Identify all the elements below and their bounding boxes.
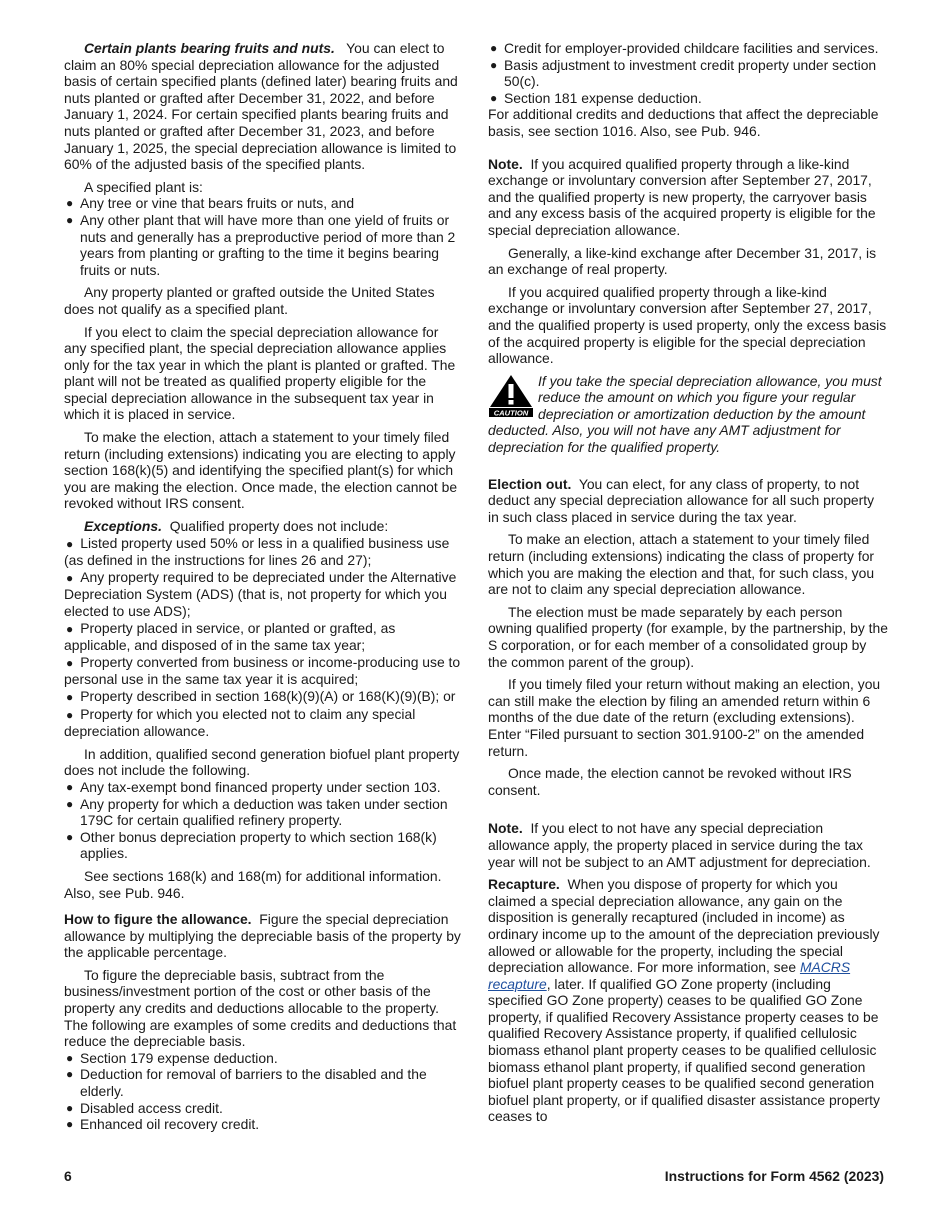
paragraph: To make the election, attach a statement to your timely filed return (including extensions) indicating you are electing to apply section 168(k)(5) and identifying the specified plant(s) for which you are making the election. Once made, the election cannot be revoked without IRS consent. <box>64 429 458 512</box>
paragraph-text: If you elect to not have any special depreciation allowance apply, the property placed in service during the tax year will not be subject to an AMT adjustment for depreciation. <box>488 820 871 870</box>
bullet-icon: ● <box>66 796 74 811</box>
paragraph-text: If you acquired qualified property through a like-kind exchange or involuntary conversion after September 27, 2017, and the qualified property is new property, the carryover basis and any excess basis of the acquired property is eligible for the special depreciation allowance. <box>488 155 876 238</box>
bullet-icon: ● <box>66 1117 74 1132</box>
paragraph <box>64 40 462 173</box>
list-item-text: Section 179 expense deduction. <box>80 1049 278 1066</box>
paragraph: Any property planted or grafted outside the United States does not qualify as a specified plant. <box>64 284 435 317</box>
paragraph: To figure the depreciable basis, subtract from the business/investment portion of the cost or other basis of the property any credits and deductions allocable to the property. The following are examples of some credits and deductions that reduce the depreciable basis. <box>64 966 457 1050</box>
list-item-text: Disabled access credit. <box>80 1099 223 1116</box>
list-item-text: Any property required to be depreciated under the Alternative Depreciation System (ADS) (that is, not property for which you elected to use ADS); <box>64 568 457 619</box>
bullet-icon: ● <box>490 90 498 105</box>
paragraph-text: Figure the special depreciation allowance by multiplying the depreciable basis of the property by the applicable percentage. <box>64 911 461 961</box>
paragraph <box>64 518 462 535</box>
bullet-icon: ● <box>66 707 74 722</box>
bullet-icon: ● <box>66 196 74 211</box>
left-column <box>64 40 462 1139</box>
list-item <box>64 1100 462 1117</box>
bullet-icon: ● <box>66 570 74 585</box>
paragraph: If you acquired qualified property through a like-kind exchange or involuntary conversion after September 27, 2017, and the qualified property is used property, only the excess basis of the acquired property is eligible for the special depreciation allowance. <box>488 283 887 367</box>
list-item-text: Property described in section 168(k)(9)(A) or 168(K)(9)(B); or <box>80 687 456 704</box>
bullet-list <box>64 195 462 278</box>
list-item <box>64 796 462 829</box>
note-heading: Note. <box>488 155 523 172</box>
page-number: 6 <box>64 1168 72 1184</box>
list-item <box>64 706 462 740</box>
paragraph-text: When you dispose of property for which you claimed a special depreciation allowance, any gain on the disposition is generally recaptured (included in income) as ordinary income up to the amount of the depreciation previously allowed or allowable for the property, including the special depreciation allowance. For more information, see <box>488 876 880 976</box>
list-item <box>64 620 462 654</box>
right-column <box>488 40 888 1131</box>
list-item <box>64 1050 462 1067</box>
paragraph-text: Qualified property does not include: <box>169 518 389 535</box>
list-item <box>64 688 462 706</box>
list-item-text: Property converted from business or income-producing use to personal use in the same tax year it is acquired; <box>64 653 461 688</box>
list-item-text: Listed property used 50% or less in a qualified business use (as defined in the instructions for lines 26 and 27); <box>64 534 450 569</box>
caution-box <box>488 373 888 456</box>
list-item <box>488 57 888 90</box>
bullet-icon: ● <box>66 1050 74 1065</box>
macrs-recapture-link[interactable]: MACRS recapture <box>488 959 851 992</box>
bullet-icon: ● <box>66 621 74 636</box>
section-heading: Exceptions. <box>84 518 162 535</box>
paragraph <box>488 476 888 526</box>
list-item-text: Enhanced oil recovery credit. <box>80 1116 260 1133</box>
list-item <box>64 1116 462 1133</box>
paragraph <box>64 911 462 961</box>
list-item <box>488 40 888 57</box>
caution-icon <box>488 373 534 417</box>
bullet-list <box>64 1050 462 1133</box>
caution-text: If you take the special depreciation allowance, you must reduce the amount on which you figure your regular depreciation or amortization deduction by the amount deducted. Also, you will not have any AMT adjustment for depreciation for the qualified property. <box>488 372 882 456</box>
paragraph: The election must be made separately by each person owning qualified property (for example, by the partnership, by the S corporation, or for each member of a consolidated group by the common parent of the group). <box>488 603 888 670</box>
paragraph: In addition, qualified second generation biofuel plant property does not include the following. <box>64 745 460 779</box>
paragraph-text: , later. If qualified GO Zone property (including specified GO Zone property) ceases to be qualified GO Zone property, if qualified Recovery Assistance property ceases to be qualified Recovery Assistance property, if qualified cellulosic biomass ethanol plant property ceases to be qualified cellulosic biomass ethanol plant property, if qualified second generation biofuel plant property ceases to be qualified second generation biofuel plant property, or if qualified disaster assistance property ceases to <box>488 975 880 1125</box>
list-item <box>64 654 462 688</box>
bullet-icon: ● <box>490 57 498 72</box>
bullet-icon: ● <box>66 1067 74 1082</box>
bullet-list <box>64 779 462 862</box>
bullet-icon: ● <box>66 689 74 704</box>
paragraph-text: You can elect, for any class of property, to not deduct any special depreciation allowance for all such property in such class placed in service during the tax year. <box>488 475 875 525</box>
note-heading: Note. <box>488 820 523 837</box>
list-item <box>488 90 888 107</box>
paragraph: To make an election, attach a statement to your timely filed return (including extensions) indicating the class of property for which you are making the election and that, for such class, you are not to claim any special depreciation allowance. <box>488 531 875 598</box>
bullet-icon: ● <box>66 829 74 844</box>
paragraph <box>488 156 888 239</box>
list-item <box>64 779 462 796</box>
bullet-icon: ● <box>490 41 498 55</box>
bullet-icon: ● <box>66 655 74 670</box>
list-item <box>64 212 462 278</box>
section-heading: How to figure the allowance. <box>64 911 252 928</box>
list-item-text: Any tree or vine that bears fruits or nuts, and <box>80 195 355 212</box>
paragraph: A specified plant is: <box>84 178 203 195</box>
list-item-text: Credit for employer-provided childcare facilities and services. <box>504 40 879 56</box>
caution-label: CAUTION <box>493 408 529 417</box>
list-item <box>64 535 462 569</box>
bullet-list <box>488 40 888 106</box>
list-item-text: Section 181 expense deduction. <box>504 89 702 106</box>
list-item-text: Other bonus depreciation property to which section 168(k) applies. <box>80 828 437 862</box>
paragraph: See sections 168(k) and 168(m) for additional information. Also, see Pub. 946. <box>64 867 442 901</box>
list-item-text: Deduction for removal of barriers to the disabled and the elderly. <box>80 1066 427 1100</box>
list-item-text: Any other plant that will have more than one yield of fruits or nuts and generally has a preproductive period of more than 2 years from planting or grafting to the time it begins bearing fruits or nuts. <box>80 211 456 278</box>
list-item <box>64 195 462 212</box>
list-item <box>64 829 462 862</box>
bullet-icon: ● <box>66 536 74 551</box>
bullet-icon: ● <box>66 212 74 227</box>
paragraph: If you elect to claim the special depreciation allowance for any specified plant, the special depreciation allowance applies only for the tax year in which the plant is planted or grafted. The plant will not be treated as qualified property eligible for the special depreciation allowance in the subsequent tax year in which it is placed in service. <box>64 323 456 423</box>
list-item-text: Basis adjustment to investment credit property under section 50(c). <box>504 56 877 90</box>
paragraph: Generally, a like-kind exchange after December 31, 2017, is an exchange of real property. <box>488 244 877 278</box>
document-title: Instructions for Form 4562 (2023) <box>664 1168 884 1184</box>
bullet-list <box>64 535 462 740</box>
list-item-text: Property for which you elected not to claim any special depreciation allowance. <box>64 705 416 740</box>
bullet-icon: ● <box>66 779 74 794</box>
list-item-text: Any tax-exempt bond financed property under section 103. <box>80 778 441 795</box>
list-item <box>64 569 462 620</box>
section-heading: Recapture. <box>488 876 560 893</box>
paragraph <box>488 820 888 870</box>
list-item <box>64 1066 462 1099</box>
section-heading: Election out. <box>488 475 572 492</box>
list-item-text: Any property for which a deduction was taken under section 179C for certain qualified refinery property. <box>80 795 448 829</box>
paragraph: For additional credits and deductions that affect the depreciable basis, see section 1016. Also, see Pub. 946. <box>488 106 879 139</box>
bullet-icon: ● <box>66 1100 74 1115</box>
paragraph: If you timely filed your return without making an election, you can still make the election by filing an amended return within 6 months of the due date of the return (excluding extensions). Enter “Filed pursuant to section 301.9100-2” on the amended return. <box>488 676 881 759</box>
paragraph: Once made, the election cannot be revoked without IRS consent. <box>488 765 852 798</box>
paragraph <box>488 876 888 1125</box>
section-heading: Certain plants bearing fruits and nuts. <box>84 40 335 56</box>
list-item-text: Property placed in service, or planted or grafted, as applicable, and disposed of in the same tax year; <box>64 619 396 654</box>
paragraph-text: You can elect to claim an 80% special depreciation allowance for the adjusted basis of certain specified plants (defined later) bearing fruits and nuts planted or grafted after December 31, 2022, and before January 1, 2024. For certain specified plants bearing fruits and nuts planted or grafted after December 31, 2023, and before January 1, 2025, the special depreciation allowance is limited to 60% of the adjusted basis of the specified plants. <box>64 40 458 173</box>
